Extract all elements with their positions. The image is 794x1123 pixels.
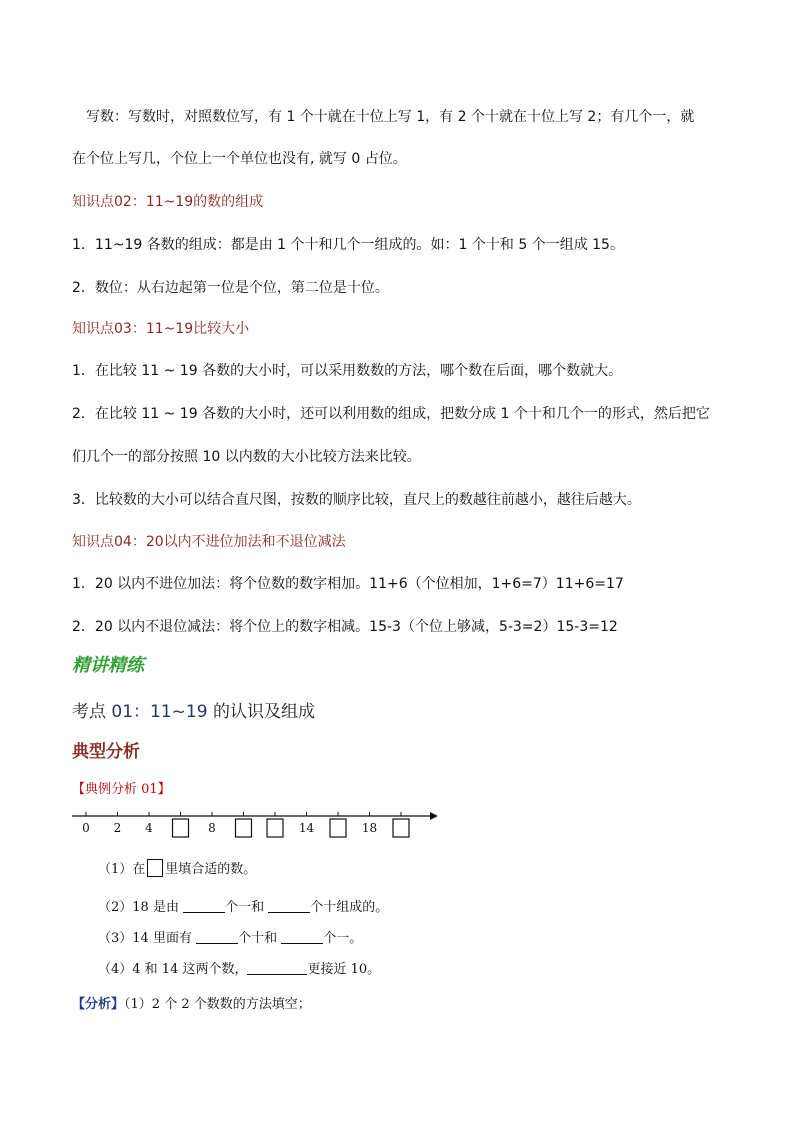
number-line-label: 2 <box>113 821 122 835</box>
kp04-title: 知识点04：20以内不进位加法和不退位减法 <box>72 534 346 550</box>
kp02-title: 知识点02：11~19的数的组成 <box>72 194 264 210</box>
kp03-item-2-cont: 们几个一的部分按照 10 以内数的大小比较方法来比较。 <box>72 449 421 465</box>
q2-a: （2）18 是由 <box>98 900 184 915</box>
example-label: 【典例分析 01】 <box>72 782 171 797</box>
exam-point-title <box>72 701 315 723</box>
exam-point-suffix: 的认识及组成 <box>207 702 315 722</box>
section-title: 精讲精练 <box>72 655 144 676</box>
para-write-line2: 在个位上写几，个位上一个单位也没有, 就写 0 占位。 <box>72 151 407 167</box>
number-line-answer-box[interactable] <box>236 819 252 837</box>
number-line-answer-box[interactable] <box>393 819 409 837</box>
analysis-title: 典型分析 <box>72 742 140 762</box>
kp03-title: 知识点03：11~19比较大小 <box>72 321 250 337</box>
question-1 <box>98 859 256 879</box>
q4-blank[interactable] <box>247 960 307 975</box>
number-line-answer-box[interactable] <box>330 819 346 837</box>
kp04-item-1: 1．20 以内不进位加法：将个位数的数字相加。11+6（个位相加，1+6=7）11+6=17 <box>72 576 624 592</box>
analysis-line <box>72 996 311 1014</box>
number-line-label: 4 <box>145 821 153 835</box>
analysis-label: 【分析】 <box>72 997 125 1012</box>
kp02-item-1: 1．11~19 各数的组成：都是由 1 个十和几个一组成的。如：1 个十和 5 个一组成 15。 <box>72 237 624 253</box>
number-line <box>70 806 450 846</box>
number-line-label: 14 <box>298 821 315 835</box>
q4-b: 更接近 10。 <box>307 962 381 977</box>
q4-a: （4）4 和 14 这两个数， <box>98 962 248 977</box>
q2-blank-2[interactable] <box>268 898 310 913</box>
kp03-item-2: 2．在比较 11 ~ 19 各数的大小时，还可以利用数的组成，把数分成 1 个十和几个一的形式，然后把它 <box>72 406 710 422</box>
kp03-item-1: 1．在比较 11 ~ 19 各数的大小时，可以采用数数的方法，哪个数在后面，哪个数就大。 <box>72 363 623 379</box>
q3-c: 个一。 <box>323 931 363 946</box>
kp02-item-2: 2．数位：从右边起第一位是个位，第二位是十位。 <box>72 280 389 296</box>
exam-point-prefix: 考点 <box>72 702 112 722</box>
q3-a: （3）14 里面有 <box>98 931 197 946</box>
answer-box-icon <box>147 859 163 877</box>
kp03-item-3: 3．比较数的大小可以结合直尺图，按数的顺序比较，直尺上的数越往前越小，越往后越大。 <box>72 492 641 508</box>
question-3 <box>98 929 362 948</box>
arrow-icon <box>430 812 438 820</box>
question-4 <box>98 960 380 979</box>
q3-b: 个十和 <box>238 931 282 946</box>
q3-blank-1[interactable] <box>196 929 238 944</box>
number-line-answer-box[interactable] <box>173 819 189 837</box>
number-line-answer-box[interactable] <box>267 819 283 837</box>
q1-pre: （1）在 <box>98 862 146 877</box>
para-write-line1: 写数：写数时，对照数位写，有 1 个十就在十位上写 1，有 2 个十就在十位上写 2；有几个一，就 <box>86 109 695 125</box>
q2-b: 个一和 <box>225 900 269 915</box>
q2-c: 个十组成的。 <box>310 900 389 915</box>
exam-point-number: 01：11~19 <box>111 702 208 722</box>
question-2 <box>98 898 388 917</box>
q3-blank-2[interactable] <box>281 929 323 944</box>
q1-post: 里填合适的数。 <box>165 862 257 877</box>
kp04-item-2: 2．20 以内不退位减法：将个位上的数字相减。15-3（个位上够减，5-3=2）15-3=12 <box>72 619 618 635</box>
number-line-label: 8 <box>208 821 216 835</box>
q2-blank-1[interactable] <box>183 898 225 913</box>
number-line-label: 0 <box>82 821 90 835</box>
analysis-text: （1）2 个 2 个数数的方法填空； <box>124 997 311 1012</box>
number-line-label: 18 <box>361 821 378 835</box>
